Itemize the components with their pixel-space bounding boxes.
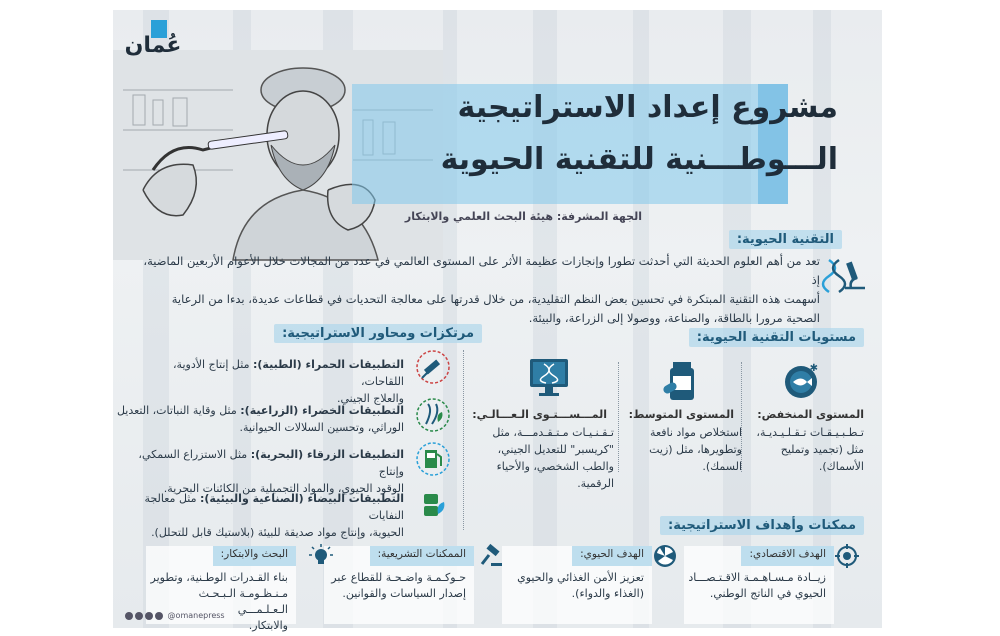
syringe-icon	[416, 350, 450, 384]
goal-card-bio	[502, 546, 652, 624]
lightbulb-icon	[309, 544, 333, 568]
biotech-line: تعد من أهم العلوم الحديثة التي أحدثت تطورا وإنجازات عظيمة الأثر على المستوى العالمي في عدد من المجالات خلال الأعوام الأربعين الماضية، إذ	[143, 254, 820, 287]
goal-tab: البحث والابتكار:	[213, 546, 296, 566]
gavel-icon	[479, 544, 503, 568]
level-mid-title: المستوى المتوسط:	[628, 408, 734, 421]
infographic-poster	[113, 10, 882, 632]
svg-text:✱: ✱	[809, 363, 818, 374]
level-low-title: المستوى المنخفض:	[757, 408, 864, 421]
supervisor-label: الجهة المشرفة: هيئة البحث العلمي والابتكار	[404, 210, 642, 223]
biotech-line: الصحية مرورا بالطاقة، والصناعة، ووصولا إلى الزراعة، والبيئة.	[528, 311, 820, 325]
goal-text: بناء القـدرات الوطـنية، وتطوير مـنـظـومـة الـبـحـث الـعـلـمـــي والابتكار.	[150, 571, 288, 632]
biotech-paragraph	[140, 252, 820, 328]
divider	[463, 350, 464, 530]
oman-newspaper-logo	[123, 16, 182, 60]
pillar-white-text: التطبيقات البيضاء (الصناعية والبيئية): مثل معالجة النفايات الحيوية، وإنتاج مواد صديقة للبيئة (بلاستيك قابل للتحلل).	[144, 492, 404, 539]
svg-text:عُمان: عُمان	[124, 33, 182, 58]
social-icon	[125, 612, 133, 620]
goal-card-legislative	[324, 546, 474, 624]
level-low-text: تـطـبـيـقـات تـقـلـيـديـة، مثل (تجميد وتمليح الأسماك).	[756, 426, 864, 473]
social-handle: @omanepress	[167, 611, 225, 620]
goal-text: زيــادة مـسـاهـمـة الاقـتـصـــاد الحيوي في الناتج الوطني.	[688, 571, 826, 600]
social-icon	[135, 612, 143, 620]
social-icon	[155, 612, 163, 620]
footer	[125, 611, 225, 620]
pillars-heading: مرتكزات ومحاور الاستراتيجية:	[274, 324, 482, 343]
goal-tab: الممكنات التشريعية:	[370, 546, 474, 566]
target-icon	[835, 544, 859, 568]
goal-tab: الهدف الحيوي:	[572, 546, 652, 566]
barrels-leaf-icon	[416, 488, 450, 522]
page-title-line1: مشروع إعداد الاستراتيجية	[457, 90, 838, 125]
radiation-icon	[653, 544, 677, 568]
level-mid-text: استخلاص مواد نافعة وتطويرها، مثل (زيت السمك).	[649, 426, 742, 473]
biotech-heading: التقنية الحيوية:	[729, 230, 842, 249]
pillar-blue-text: التطبيقات الزرقاء (البحرية): مثل الاستزراع السمكي، وإنتاج الوقود الحيوي، والمواد التجميلية من الكائنات البحرية.	[138, 448, 404, 495]
plant-dna-icon	[416, 398, 450, 432]
goals-heading: ممكنات وأهداف الاستراتيجية:	[660, 516, 864, 535]
pillar-red-text: التطبيقات الحمراء (الطبية): مثل إنتاج الأدوية، اللقاحات، والعلاج الجيني.	[173, 358, 404, 405]
pill-bottle-icon	[661, 360, 701, 402]
goal-card-economic	[684, 546, 834, 624]
level-high-text: تـقـنـيـات مـتـقـدمـــة، مثل "كريسبر" للتعديل الجيني، والطب الشخصي، والأحياء الرقمية.	[492, 426, 614, 490]
monitor-dna-icon	[527, 356, 571, 400]
biotech-line: أسهمت هذه التقنية المبتكرة في تحسين بعض النظم التقليدية، من خلال قدرتها على معالجة التحديات في قطاعات عديدة، بدءا من الرعاية	[171, 292, 820, 306]
social-icon	[145, 612, 153, 620]
goal-tab: الهدف الاقتصادي:	[741, 546, 834, 566]
fish-can-icon	[781, 362, 821, 402]
goal-text: حـوكـمـة واضـحـة للقطاع عبر إصدار السياسات والقوانين.	[331, 571, 466, 600]
pillar-green-text: التطبيقات الخضراء (الزراعية): مثل وقاية النباتات، التعديل الوراثي، وتحسين السلالات الحيوانية.	[116, 404, 404, 434]
goal-text: تعزيز الأمن الغذائي والحيوي (الغذاء والدواء).	[517, 571, 644, 600]
levels-heading: مستويات التقنية الحيوية:	[689, 328, 864, 347]
fuel-pump-icon	[416, 442, 450, 476]
page-title-line2: الـــوطـــنية للتقنية الحيوية	[440, 142, 838, 177]
dna-microscope-icon	[823, 254, 867, 298]
divider	[618, 362, 619, 472]
level-high-title: المـــســـتـوى الـعـــالـي:	[472, 408, 607, 421]
